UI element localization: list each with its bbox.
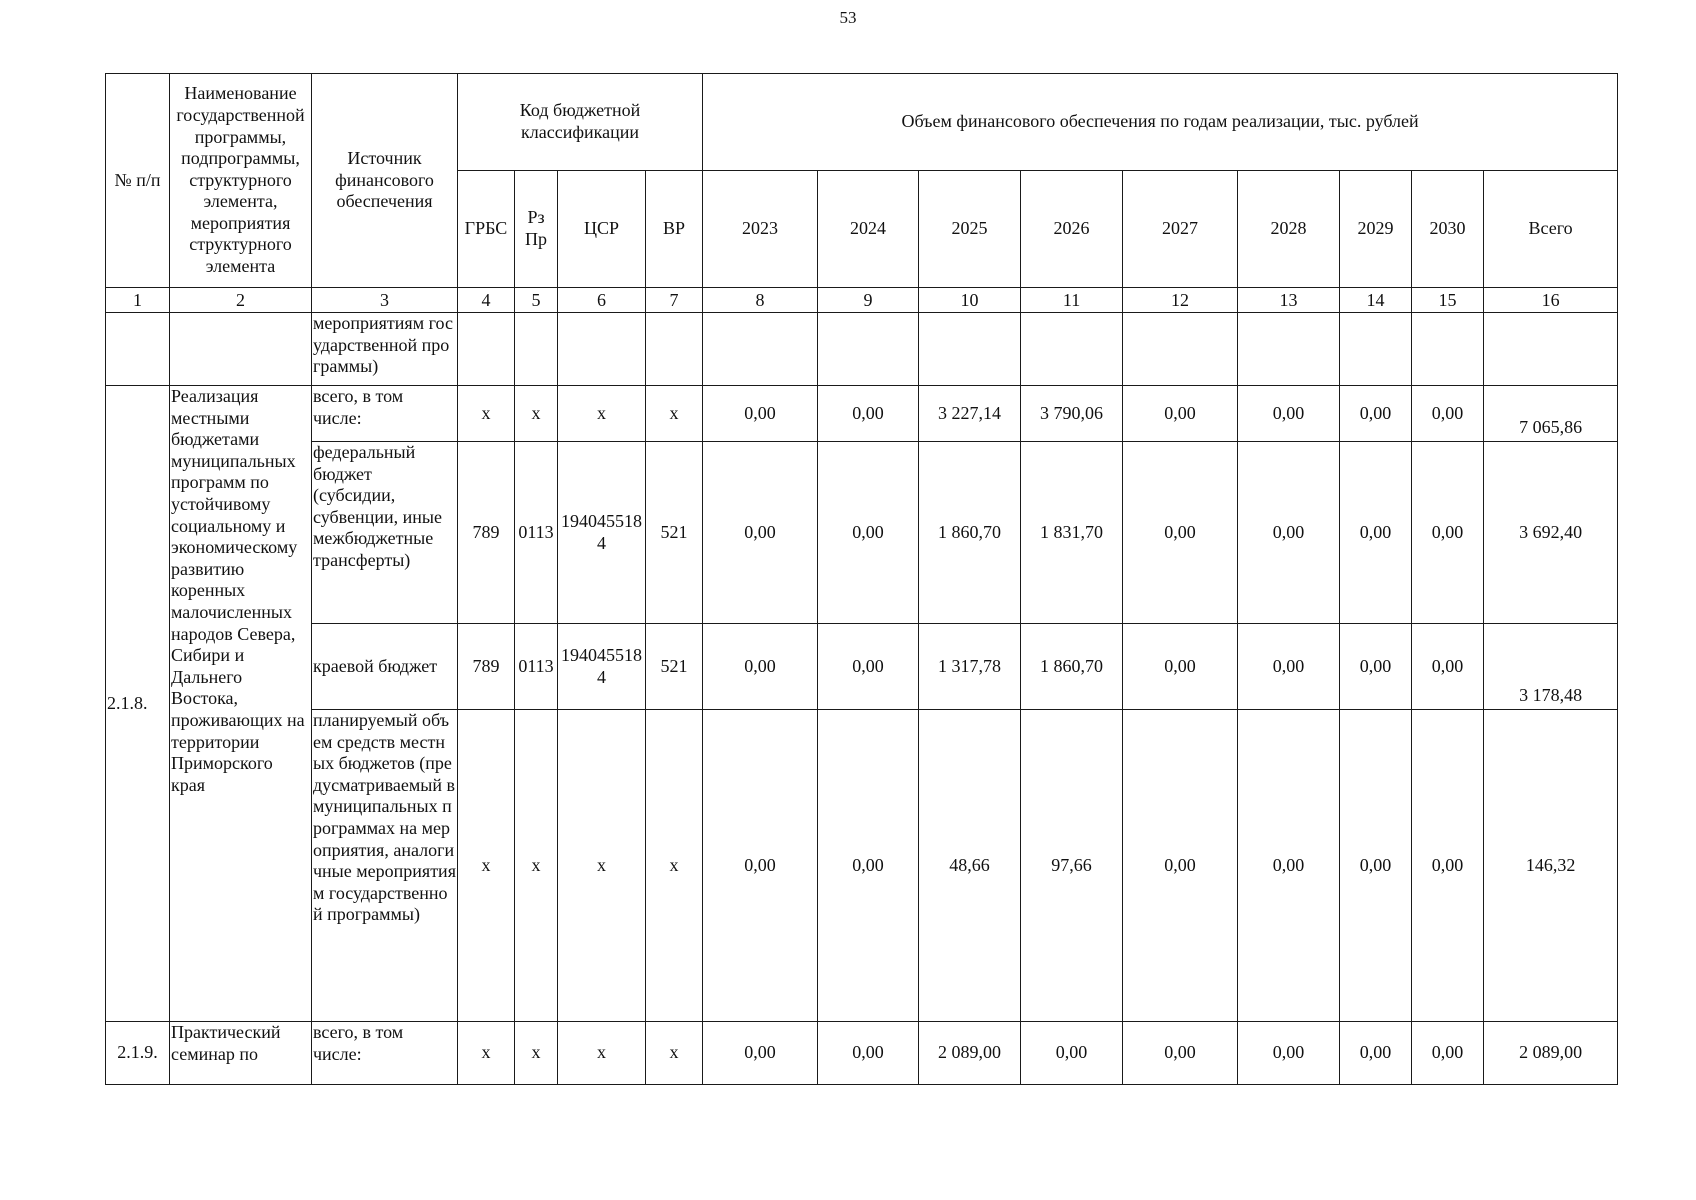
value-total: 3 178,48 (1484, 624, 1618, 710)
value-2025: 2 089,00 (919, 1022, 1021, 1085)
item-number-218: 2.1.8. (106, 386, 170, 1022)
column-number: 7 (646, 288, 703, 313)
column-number: 2 (170, 288, 312, 313)
header-year-2026: 2026 (1021, 171, 1123, 288)
empty-cell (1123, 313, 1238, 386)
column-number: 6 (558, 288, 646, 313)
value-2024: 0,00 (818, 442, 919, 624)
source-cell: мероприятиям государственной программы) (312, 313, 458, 386)
table-row-219-total (106, 1022, 1618, 1085)
code-csr: x (558, 710, 646, 1022)
code-vr: 521 (646, 442, 703, 624)
value-2024: 0,00 (818, 386, 919, 442)
table-row-218-federal (106, 442, 1618, 624)
header-col-name: Наименование государственной программы, подпрограммы, структурного элемента, мероприятия структурного элемента (170, 74, 312, 288)
code-csr: x (558, 1022, 646, 1085)
value-2029: 0,00 (1340, 624, 1412, 710)
column-numbers-row (106, 288, 1618, 313)
empty-cell (703, 313, 818, 386)
header-group-code: Код бюджетной классификации (458, 74, 703, 171)
value-2023: 0,00 (703, 442, 818, 624)
value-2026: 97,66 (1021, 710, 1123, 1022)
code-grbs: 789 (458, 442, 515, 624)
empty-cell (1238, 313, 1340, 386)
code-grbs: x (458, 386, 515, 442)
header-code-grbs: ГРБС (458, 171, 515, 288)
value-2028: 0,00 (1238, 1022, 1340, 1085)
header-year-2028: 2028 (1238, 171, 1340, 288)
table-row-218-total (106, 386, 1618, 442)
code-grbs: 789 (458, 624, 515, 710)
header-code-rzpr: Рз Пр (515, 171, 558, 288)
empty-cell (515, 313, 558, 386)
value-2028: 0,00 (1238, 386, 1340, 442)
value-2030: 0,00 (1412, 710, 1484, 1022)
header-total: Всего (1484, 171, 1618, 288)
item-name-218: Реализация местными бюджетами муниципальных программ по устойчивому социальному и экономическому развитию коренных малочисленных народов Севера, Сибири и Дальнего Востока, проживающих на территории Приморского края (170, 386, 312, 1022)
value-total: 2 089,00 (1484, 1022, 1618, 1085)
code-vr: 521 (646, 624, 703, 710)
column-number: 9 (818, 288, 919, 313)
source-cell: всего, в том числе: (312, 1022, 458, 1085)
empty-cell (170, 313, 312, 386)
value-total: 7 065,86 (1484, 386, 1618, 442)
empty-cell (919, 313, 1021, 386)
source-cell: планируемый объем средств местных бюджетов (предусматриваемый в муниципальных программах на мероприятия, аналогичные мероприятиям государственной программы) (312, 710, 458, 1022)
table-row-continued (106, 313, 1618, 386)
value-2030: 0,00 (1412, 386, 1484, 442)
header-year-2030: 2030 (1412, 171, 1484, 288)
code-csr: 1940455184 (558, 442, 646, 624)
empty-cell (1484, 313, 1618, 386)
header-group-volume: Объем финансового обеспечения по годам реализации, тыс. рублей (703, 74, 1618, 171)
header-year-2029: 2029 (1340, 171, 1412, 288)
value-2029: 0,00 (1340, 386, 1412, 442)
value-2025: 48,66 (919, 710, 1021, 1022)
column-number: 10 (919, 288, 1021, 313)
column-number: 4 (458, 288, 515, 313)
empty-cell (1412, 313, 1484, 386)
code-rzpr: x (515, 386, 558, 442)
header-code-vr: ВР (646, 171, 703, 288)
value-2023: 0,00 (703, 710, 818, 1022)
column-number: 5 (515, 288, 558, 313)
value-2027: 0,00 (1123, 386, 1238, 442)
value-2026: 1 831,70 (1021, 442, 1123, 624)
code-csr: 1940455184 (558, 624, 646, 710)
header-col-source: Источник финансового обеспечения (312, 74, 458, 288)
item-number-219: 2.1.9. (106, 1022, 170, 1085)
value-2023: 0,00 (703, 624, 818, 710)
header-year-2027: 2027 (1123, 171, 1238, 288)
value-2029: 0,00 (1340, 442, 1412, 624)
header-row-top (106, 74, 1618, 171)
value-2029: 0,00 (1340, 710, 1412, 1022)
value-2025: 1 860,70 (919, 442, 1021, 624)
header-year-2023: 2023 (703, 171, 818, 288)
value-2023: 0,00 (703, 1022, 818, 1085)
value-2023: 0,00 (703, 386, 818, 442)
empty-cell (1340, 313, 1412, 386)
column-number: 8 (703, 288, 818, 313)
source-cell: федеральный бюджет (субсидии, субвенции, иные межбюджетные трансферты) (312, 442, 458, 624)
table-row-218-regional (106, 624, 1618, 710)
empty-cell (458, 313, 515, 386)
value-2024: 0,00 (818, 624, 919, 710)
code-vr: x (646, 386, 703, 442)
empty-cell (818, 313, 919, 386)
empty-cell (1021, 313, 1123, 386)
value-2025: 3 227,14 (919, 386, 1021, 442)
header-year-2024: 2024 (818, 171, 919, 288)
column-number: 11 (1021, 288, 1123, 313)
value-2028: 0,00 (1238, 624, 1340, 710)
value-2024: 0,00 (818, 1022, 919, 1085)
code-grbs: x (458, 710, 515, 1022)
code-rzpr: x (515, 710, 558, 1022)
value-2029: 0,00 (1340, 1022, 1412, 1085)
column-number: 13 (1238, 288, 1340, 313)
value-2028: 0,00 (1238, 442, 1340, 624)
column-number: 16 (1484, 288, 1618, 313)
budget-table (105, 73, 1618, 1085)
value-2027: 0,00 (1123, 442, 1238, 624)
column-number: 1 (106, 288, 170, 313)
item-name-219: Практический семинар по (170, 1022, 312, 1085)
value-2026: 1 860,70 (1021, 624, 1123, 710)
value-2026: 3 790,06 (1021, 386, 1123, 442)
code-rzpr: 0113 (515, 624, 558, 710)
value-2030: 0,00 (1412, 624, 1484, 710)
code-csr: x (558, 386, 646, 442)
source-cell: всего, в том числе: (312, 386, 458, 442)
header-code-csr: ЦСР (558, 171, 646, 288)
empty-cell (558, 313, 646, 386)
value-total: 146,32 (1484, 710, 1618, 1022)
value-2024: 0,00 (818, 710, 919, 1022)
value-2030: 0,00 (1412, 1022, 1484, 1085)
value-2025: 1 317,78 (919, 624, 1021, 710)
code-vr: x (646, 1022, 703, 1085)
value-2027: 0,00 (1123, 624, 1238, 710)
column-number: 15 (1412, 288, 1484, 313)
column-number: 12 (1123, 288, 1238, 313)
source-cell: краевой бюджет (312, 624, 458, 710)
empty-cell (646, 313, 703, 386)
code-rzpr: x (515, 1022, 558, 1085)
header-year-2025: 2025 (919, 171, 1021, 288)
value-2027: 0,00 (1123, 710, 1238, 1022)
value-total: 3 692,40 (1484, 442, 1618, 624)
value-2028: 0,00 (1238, 710, 1340, 1022)
empty-cell (106, 313, 170, 386)
code-rzpr: 0113 (515, 442, 558, 624)
header-col-num: № п/п (106, 74, 170, 288)
code-grbs: x (458, 1022, 515, 1085)
value-2026: 0,00 (1021, 1022, 1123, 1085)
column-number: 14 (1340, 288, 1412, 313)
table-row-218-local (106, 710, 1618, 1022)
code-vr: x (646, 710, 703, 1022)
page-number: 53 (839, 8, 857, 27)
column-number: 3 (312, 288, 458, 313)
value-2030: 0,00 (1412, 442, 1484, 624)
value-2027: 0,00 (1123, 1022, 1238, 1085)
